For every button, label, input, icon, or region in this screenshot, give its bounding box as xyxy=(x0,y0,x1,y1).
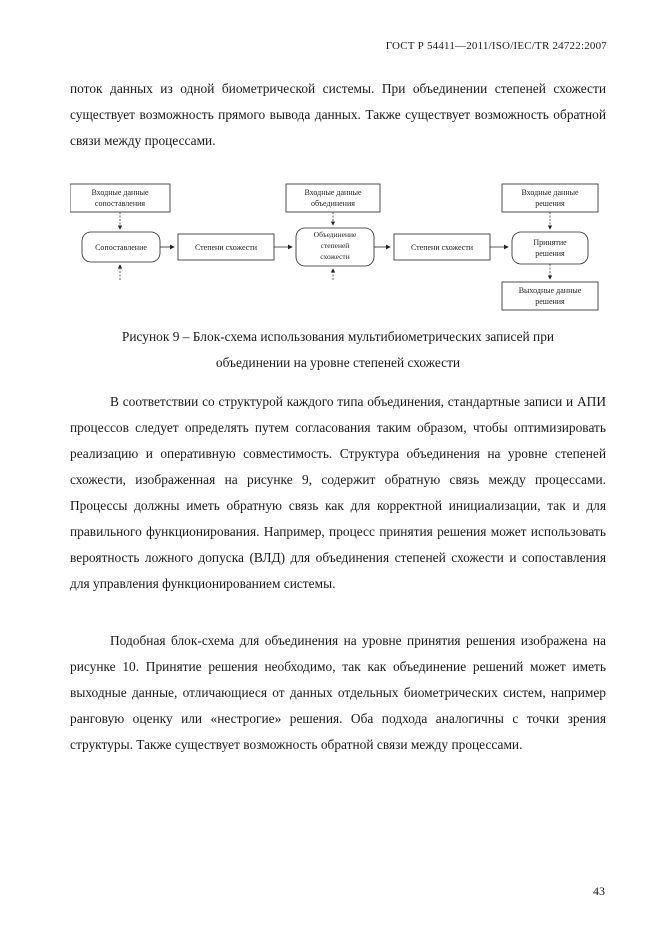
input-decision-box xyxy=(502,184,598,212)
figure-caption-line-2: объединении на уровне степеней схожести xyxy=(215,355,461,370)
fusion-label-3: схожести xyxy=(320,252,350,261)
input-decision-label-1: Входные данные xyxy=(521,188,579,197)
input-fusion-label-2: объединения xyxy=(311,199,355,208)
input-matching-label-1: Входные данные xyxy=(91,188,149,197)
document-header: ГОСТ Р 54411—2011/ISO/IEC/TR 24722:2007 xyxy=(385,40,607,52)
scores-box-1 xyxy=(178,234,274,260)
fusion-label-2: степеней xyxy=(320,241,350,250)
decision-label-2: решения xyxy=(535,249,565,258)
decision-process-box xyxy=(512,232,588,264)
fusion-process-box xyxy=(296,228,374,266)
scores-label-2: Степени схожести xyxy=(410,243,474,252)
paragraph-2: В соответствии со структурой каждого типа объединения, стандартные записи и АПИ процессов следует определять путем согласования таким образом, чтобы оптимизировать реализацию и оперативную совместимость. Структура объединения на уровне степеней схожести, изображенная на рисунке 9, содержит обратную связь между процессами. Процессы должны иметь обратную связь как для корректной инициализации, так и для правильного функционирования. Например, процесс принятия решения может использовать вероятность ложного допуска (ВЛД) для объединения степеней схожести и сопоставления для управления функционированием системы. xyxy=(70,394,606,591)
input-fusion-label-1: Входные данные xyxy=(304,188,362,197)
output-decision-box xyxy=(502,282,598,310)
input-matching-box xyxy=(70,184,170,212)
scores-box-2 xyxy=(394,234,490,260)
input-matching-label-2: сопоставления xyxy=(94,199,146,208)
page-number: 43 xyxy=(593,884,605,898)
scores-label-1: Степени схожести xyxy=(194,243,258,252)
flowchart-diagram xyxy=(70,176,610,312)
output-decision-label-2: решения xyxy=(535,297,565,306)
matching-process-box xyxy=(82,232,160,262)
figure-caption-line-1: Рисунок 9 – Блок-схема использования мультибиометрических записей при xyxy=(121,329,555,344)
input-decision-label-2: решения xyxy=(535,199,565,208)
input-fusion-box xyxy=(286,184,380,212)
output-decision-label-1: Выходные данные xyxy=(518,286,582,295)
matching-process-label: Сопоставление xyxy=(95,243,147,252)
decision-label-1: Принятие xyxy=(533,238,567,247)
paragraph-3: Подобная блок-схема для объединения на уровне принятия решения изображена на рисунке 10. Принятие решения необходимо, так как объединение решений может иметь выходные данные, отличающиеся от данных отдельных биометрических систем, например ранговую оценку или «нестрогие» решения. Оба подхода аналогичны с точки зрения структуры. Также существует возможность обратной связи между процессами. xyxy=(70,633,606,752)
figure-caption xyxy=(70,324,606,376)
paragraph-1: поток данных из одной биометрической системы. При объединении степеней схожести существует возможность прямого вывода данных. Также существует возможность обратной связи между процессами. xyxy=(70,81,606,148)
fusion-label-1: Объединение xyxy=(313,230,357,239)
